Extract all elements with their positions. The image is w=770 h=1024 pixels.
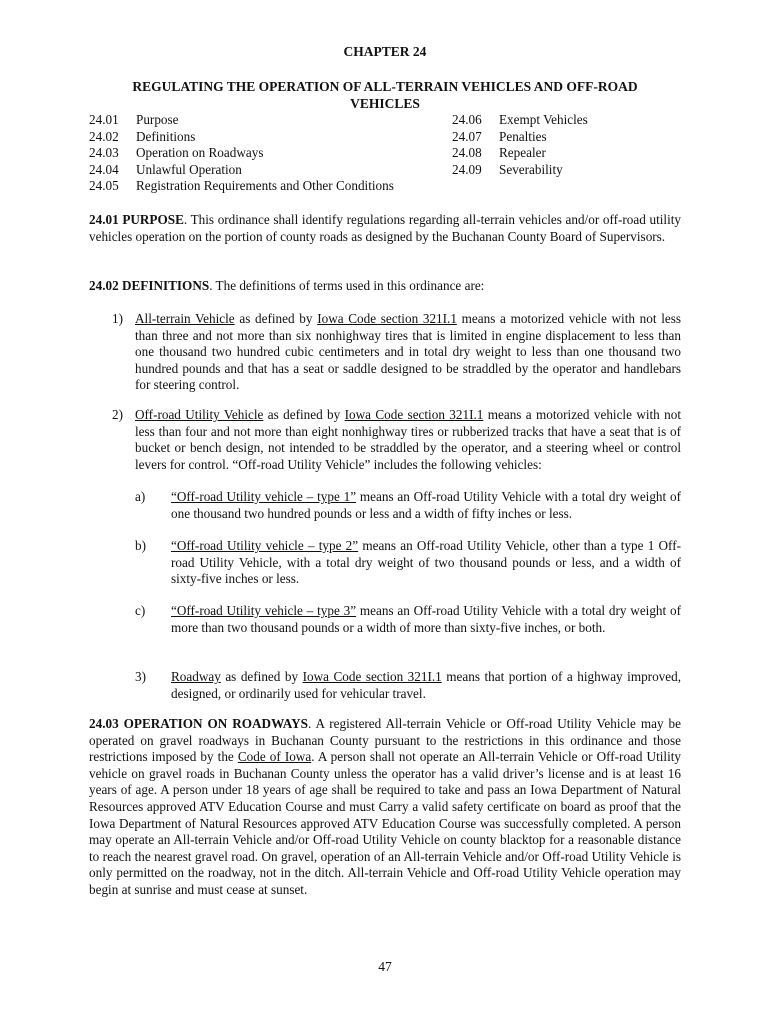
chapter-heading: CHAPTER 24: [343, 44, 427, 59]
toc-entry: [452, 129, 588, 146]
toc-label: Registration Requirements and Other Conditions: [136, 178, 394, 194]
text-fragment: means a motorized vehicle with not less than four and not more than eight nonhighway tires or rubberized tracks that have a seat that is of bucket or bench design, not intended to be straddled by the operator, and a steering wheel or control levers for control. “Off-road Utility Vehicle” includes the following vehicles:: [135, 407, 681, 472]
definition-text: [171, 489, 681, 522]
toc-entry: [452, 145, 588, 162]
toc-number: 24.09: [452, 161, 482, 177]
list-label: c): [135, 603, 146, 618]
section-text: . The definitions of terms used in this ordinance are:: [209, 278, 485, 293]
definition-text: [135, 407, 681, 473]
list-label: 1): [112, 311, 123, 326]
toc-right-column: [452, 112, 588, 178]
definition-text: [135, 311, 681, 394]
toc-entry: [89, 112, 394, 129]
toc-label: Unlawful Operation: [136, 161, 242, 177]
section-purpose: [89, 212, 681, 245]
section-operation-on-roadways: [89, 716, 681, 899]
text-fragment: means an Off-road Utility Vehicle with a total dry weight of one thousand two hundred pounds or less and a width of fifty inches or less.: [171, 489, 681, 521]
definition-utv: [112, 407, 681, 473]
toc-entry: [89, 129, 394, 146]
section-heading: 24.01 PURPOSE: [89, 212, 184, 227]
toc-number: 24.06: [452, 112, 482, 127]
list-label: b): [135, 538, 146, 553]
toc-entry: [89, 178, 394, 195]
toc-number: 24.08: [452, 145, 482, 161]
code-reference: Iowa Code section 321I.1: [302, 669, 442, 684]
code-reference: Code of Iowa: [237, 749, 312, 765]
toc-label: Exempt Vehicles: [499, 112, 588, 127]
ordinance-title: [100, 79, 670, 112]
toc-label: Definitions: [136, 128, 196, 144]
title-line-2: VEHICLES: [350, 95, 420, 111]
toc-label: Operation on Roadways: [136, 145, 264, 161]
toc-label: Repealer: [499, 145, 546, 161]
toc-number: 24.02: [89, 128, 119, 144]
definition-atv: [112, 311, 681, 394]
toc-label: Severability: [499, 161, 563, 177]
definition-text: [171, 538, 681, 588]
list-label: a): [135, 489, 146, 504]
definition-roadway: [135, 669, 681, 702]
definition-text: [171, 603, 681, 636]
defined-term: “Off-road Utility vehicle – type 3”: [171, 603, 357, 618]
section-heading: 24.03 OPERATION ON ROADWAYS: [89, 716, 308, 731]
definition-utv-type-1: [135, 489, 681, 522]
toc-entry: [452, 112, 588, 129]
toc-label: Purpose: [136, 112, 179, 127]
toc-number: 24.01: [89, 112, 119, 127]
section-definitions: [89, 278, 681, 295]
toc-left-column: [89, 112, 394, 195]
defined-term: “Off-road Utility vehicle – type 1”: [171, 489, 357, 504]
text-fragment: as defined by: [263, 407, 345, 422]
section-text: . A person shall not operate an All-terrain Vehicle or Off-road Utility vehicle on gravel roads in Buchanan County unless the operator has a valid driver’s license and is at least 16 years of age. A person under 18 years of age shall be required to take and pass an Iowa Department of Natural Resources approved ATV Education Course and must Carry a valid safety certificate on board as proof that the Iowa Department of Natural Resources approved ATV Education Course was successfully completed. A person may operate an All-terrain Vehicle and/or Off-road Utility Vehicle on county blacktop for a reasonable distance to reach the nearest gravel road. On gravel, operation of an All-terrain Vehicle and/or Off-road Utility Vehicle is only permitted on the roadway, not in the ditch. All-terrain Vehicle and Off-road Utility Vehicle operation may begin at sunrise and must cease at sunset.: [89, 749, 681, 897]
code-reference: Iowa Code section 321I.1: [344, 407, 484, 422]
section-text: . A registered All-terrain Vehicle or Off-road Utility Vehicle may be operated on gravel roadways in Buchanan County pursuant to the restrictions in this ordinance and those restrictions imposed by the: [89, 716, 681, 765]
toc-number: 24.07: [452, 128, 482, 144]
defined-term: Roadway: [171, 669, 221, 684]
definition-text: [171, 669, 681, 702]
toc-entry: [89, 162, 394, 179]
text-fragment: means that portion of a highway improved, designed, or ordinarily used for vehicular travel.: [171, 669, 681, 701]
list-label: 3): [135, 669, 146, 684]
page-number: 47: [378, 959, 392, 974]
text-fragment: means an Off-road Utility Vehicle, other than a type 1 Off-road Utility Vehicle, with a total dry weight of two thousand pounds or less, and a width of sixty-five inches or less.: [171, 538, 681, 587]
toc-number: 24.03: [89, 145, 119, 161]
list-label: 2): [112, 407, 123, 422]
definition-utv-type-3: [135, 603, 681, 636]
toc-entry: [89, 145, 394, 162]
title-line-1: REGULATING THE OPERATION OF ALL-TERRAIN VEHICLES AND OFF-ROAD: [132, 79, 638, 94]
defined-term: “Off-road Utility vehicle – type 2”: [171, 538, 359, 553]
section-heading: 24.02 DEFINITIONS: [89, 278, 210, 293]
text-fragment: as defined by: [220, 669, 303, 684]
text-fragment: means a motorized vehicle with not less than three and not more than six nonhighway tires that is limited in engine displacement to less than one thousand two hundred cubic centimeters and in total dry weight to less than one thousand two hundred pounds and that has a seat or saddle designed to be straddled by the operator and handlebars for steering control.: [135, 311, 682, 393]
text-fragment: as defined by: [234, 311, 318, 326]
definition-utv-type-2: [135, 538, 681, 588]
toc-entry: [452, 162, 588, 179]
toc-label: Penalties: [499, 128, 547, 144]
text-fragment: means an Off-road Utility Vehicle with a total dry weight of more than two thousand pounds or a width of more than sixty-five inches, or both.: [171, 603, 681, 635]
defined-term: All-terrain Vehicle: [135, 311, 235, 326]
code-reference: Iowa Code section 321I.1: [317, 311, 457, 326]
defined-term: Off-road Utility Vehicle: [135, 407, 264, 422]
toc-number: 24.04: [89, 161, 119, 177]
toc-number: 24.05: [89, 178, 119, 194]
section-text: . This ordinance shall identify regulations regarding all-terrain vehicles and/or off-road utility vehicles operation on the portion of county roads as designed by the Buchanan County Board of Supervisors.: [89, 212, 681, 244]
